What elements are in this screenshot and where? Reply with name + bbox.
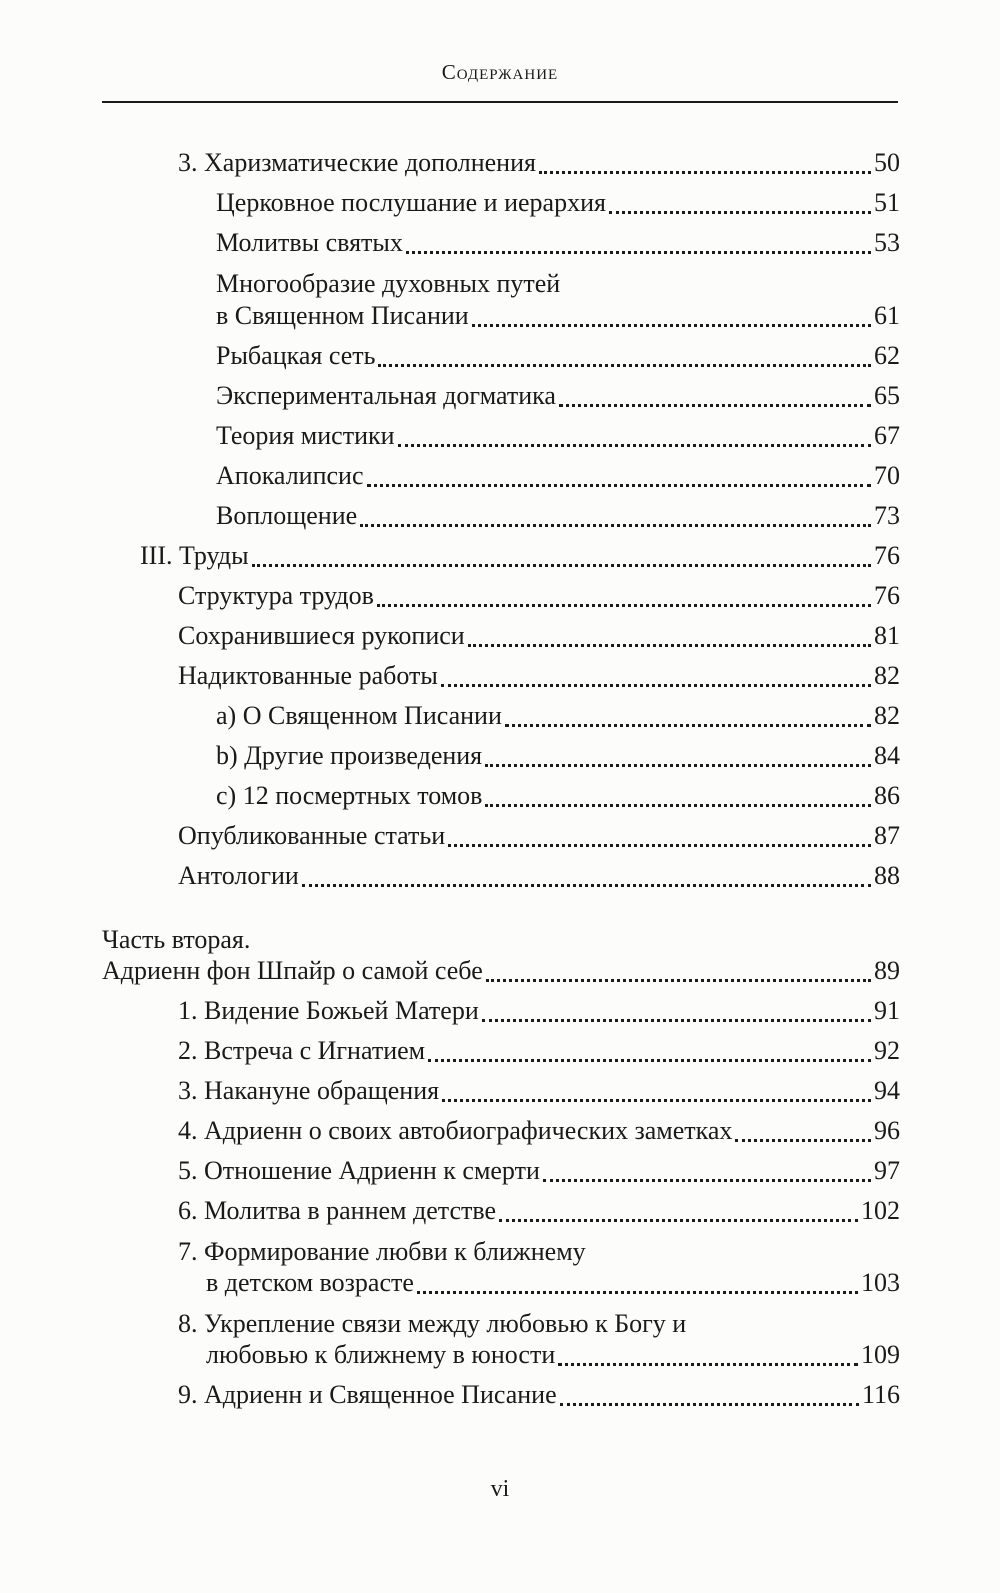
toc-entry [178,1191,900,1231]
toc-entry-title-line1: 8. Укрепление связи между любовью к Богу и [178,1309,687,1338]
toc-entry-page: 88 [874,861,900,890]
leader-dots [539,171,871,174]
toc-entry [140,536,900,576]
toc-entry [178,991,900,1031]
toc-entry [178,1375,900,1415]
leader-dots [378,364,871,367]
toc-entry-page: 50 [874,148,900,177]
toc-entry-page: 86 [874,781,900,810]
toc-entry-title: 1. Видение Божьей Матери [178,996,479,1025]
toc-entry-title: Антологии [178,861,299,890]
toc-entry-page: 116 [861,1380,900,1409]
toc-entry-title: c) 12 посмертных томов [216,781,483,810]
toc-entry-page: 81 [874,621,900,650]
leader-dots [252,564,871,567]
toc-entry [178,816,900,856]
toc-entry [178,656,900,696]
leader-dots [609,211,871,214]
leader-dots [499,1219,858,1222]
toc-entry-page: 76 [874,541,900,570]
toc-entry-title: b) Другие произведения [216,741,483,770]
toc-entry-title: Воплощение [216,501,358,530]
leader-dots [360,524,871,527]
leader-dots [398,444,871,447]
toc-entry-title: 9. Адриенн и Священное Писание [178,1380,557,1409]
toc-entry-title: Апокалипсис [216,461,364,490]
toc-entry-page: 82 [874,701,900,730]
toc-entry-page: 97 [874,1156,900,1185]
leader-dots [417,1291,858,1294]
toc-entry [216,296,900,336]
toc-entry [216,223,900,263]
toc-entry-title: Теория мистики [216,421,395,450]
toc-entry-page: 53 [874,228,900,257]
toc-entry-title: a) О Священном Писании [216,701,502,730]
toc-entry [216,416,900,456]
toc-entry-page: 62 [874,341,900,370]
toc-entry-page: 73 [874,501,900,530]
leader-dots [367,484,872,487]
leader-dots [302,884,871,887]
toc-entry [206,1335,900,1375]
toc-entry-page: 91 [874,996,900,1025]
leader-dots [406,251,871,254]
toc-entry-title: Экспериментальная догматика [216,381,556,410]
leader-dots [485,764,871,767]
toc-entry-page: 70 [874,461,900,490]
toc-entry [178,1111,900,1151]
leader-dots [485,804,871,807]
toc-entry-page: 84 [874,741,900,770]
toc-entry-page: 87 [874,821,900,850]
toc-entry-title-line1: 7. Формирование любви к ближнему [178,1237,586,1266]
toc-entry-title: Надиктованные работы [178,661,438,690]
toc-entry-page: 109 [861,1340,900,1369]
toc-entry [178,143,900,183]
toc-entry [216,736,900,776]
toc-entry-page: 61 [874,301,900,330]
toc-entry-title: Рыбацкая сеть [216,341,376,370]
toc-entry-page: 96 [874,1116,900,1145]
toc-entry-title: Опубликованные статьи [178,821,446,850]
toc-entry-title: Структура трудов [178,581,374,610]
toc-entry [178,1031,900,1071]
toc-entry-page: 65 [874,381,900,410]
toc-entry-title: Сохранившиеся рукописи [178,621,465,650]
toc-entry-page: 92 [874,1036,900,1065]
toc-entry [206,1263,900,1303]
leader-dots [559,404,871,407]
toc-entry [216,336,900,376]
toc-entry [216,776,900,816]
toc-entry-title: в Священном Писании [216,301,469,330]
toc-entry [178,576,900,616]
toc-entry-title: 2. Встреча с Игнатием [178,1036,426,1065]
toc-entry-page: 51 [874,188,900,217]
toc-entry-page: 89 [874,956,900,985]
toc-entry-title: 4. Адриенн о своих автобиографических заметках [178,1116,733,1145]
leader-dots [560,1403,859,1406]
toc-entry-page: 76 [874,581,900,610]
toc-entry-title: Церковное послушание и иерархия [216,188,606,217]
leader-dots [448,844,871,847]
leader-dots [505,724,871,727]
leader-dots [486,979,871,982]
leader-dots [377,604,871,607]
toc-entry-page: 103 [861,1268,900,1297]
toc-entry [178,1151,900,1191]
toc-entry-title: III. Труды [140,541,249,570]
toc-entry-title: Молитвы святых [216,228,403,257]
toc-entry-title: 3. Накануне обращения [178,1076,440,1105]
toc-entry [178,616,900,656]
toc-entry-title: в детском возрасте [206,1268,414,1297]
toc-entry [216,496,900,536]
leader-dots [735,1139,871,1142]
leader-dots [472,324,871,327]
part-heading-line1: Часть вторая. [102,925,251,954]
toc-entry [216,183,900,223]
leader-dots [558,1363,858,1366]
toc-entry [216,456,900,496]
toc-entry-page: 102 [861,1196,900,1225]
toc-entry [216,376,900,416]
toc-entry-page: 82 [874,661,900,690]
toc-entry-title: любовью к ближнему в юности [206,1340,556,1369]
toc-entry-title: 6. Молитва в раннем детстве [178,1196,497,1225]
toc-entry-page: 67 [874,421,900,450]
toc-entry-page: 94 [874,1076,900,1105]
toc-entry-title: Адриенн фон Шпайр о самой себе [102,956,483,985]
toc-entry [178,1071,900,1111]
toc-entry-title: 5. Отношение Адриенн к смерти [178,1156,540,1185]
toc-entry [178,856,900,896]
leader-dots [428,1059,871,1062]
leader-dots [441,684,871,687]
toc-entry [102,951,900,991]
page-number: vi [490,1476,510,1502]
leader-dots [468,644,871,647]
running-header: Содержание [441,60,559,84]
toc-entry [216,696,900,736]
leader-dots [543,1179,871,1182]
leader-dots [482,1019,871,1022]
leader-dots [442,1099,871,1102]
toc-entry-title: 3. Харизматические дополнения [178,148,536,177]
toc-entry-title-line1: Многообразие духовных путей [216,269,561,298]
header-rule [102,101,898,103]
